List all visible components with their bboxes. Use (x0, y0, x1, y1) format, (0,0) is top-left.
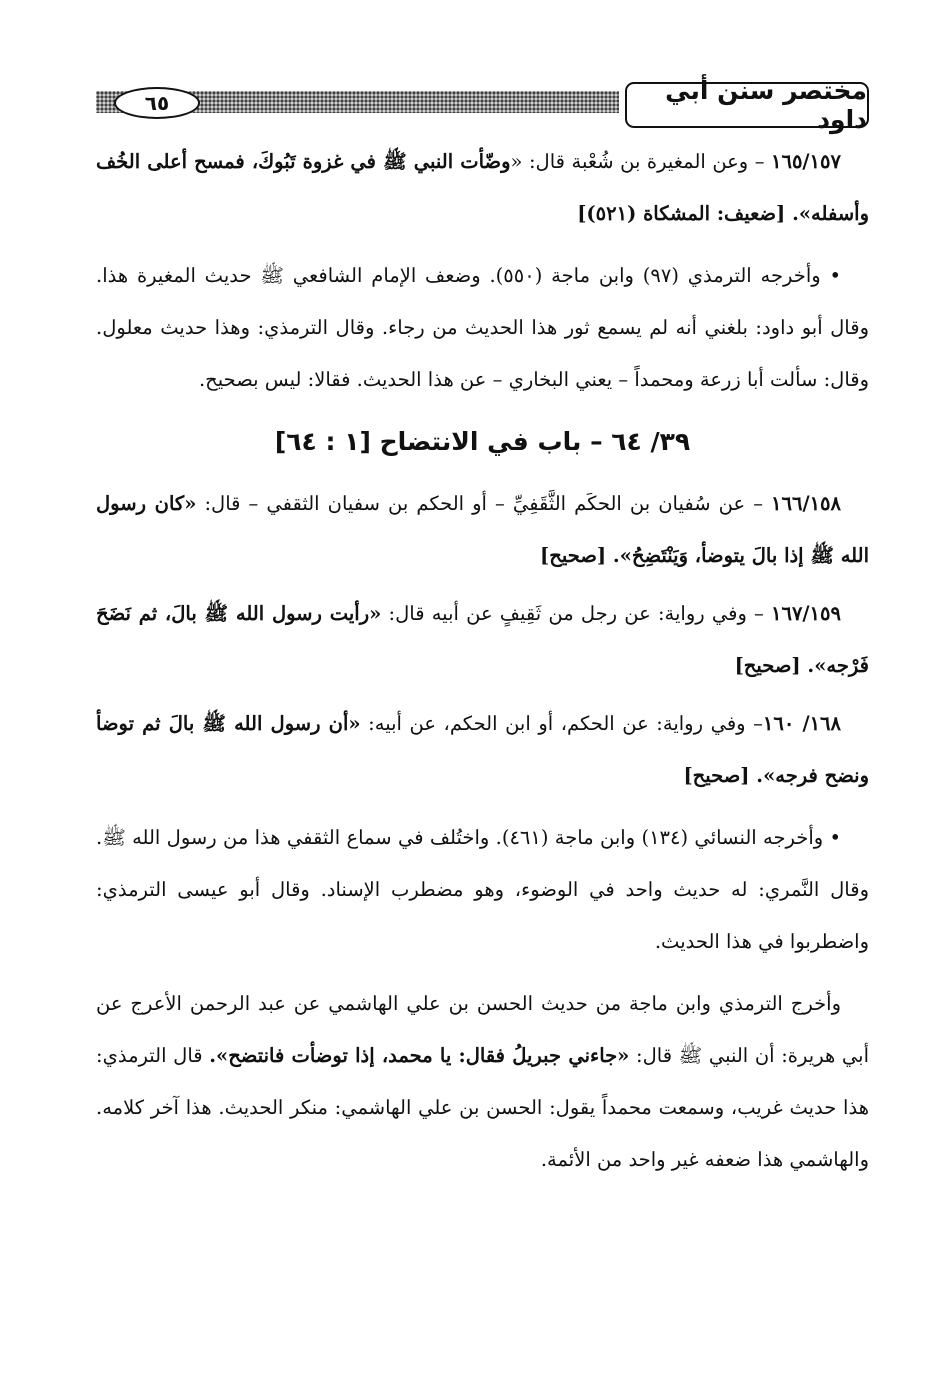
hadith-number: ١٦٥/١٥٧ (771, 150, 841, 173)
page-body (96, 136, 869, 1186)
page-number: ٦٥ (114, 87, 200, 119)
hadith-quote: «كان رسول الله ﷺ إذا بالَ يتوضأ، وَيَنْتَضِحُ». (96, 492, 869, 567)
hadith-quote: «رأيت رسول الله ﷺ بالَ، ثم نَضَحَ فَرْجه». (96, 602, 869, 677)
hadith-quote: «أن رسول الله ﷺ بالَ ثم توضأ ونضح فرجه». (96, 712, 869, 787)
closing-text-1: وأخرج الترمذي وابن ماجة من حديث الحسن بن علي الهاشمي عن عبد الرحمن الأعرج عن أبي هريرة: أن النبي ﷺ قال: (96, 992, 869, 1067)
hadith-166 (96, 478, 869, 582)
closing-paragraph (96, 978, 869, 1186)
hadith-168 (96, 698, 869, 802)
hadith-number: ١٦٦/١٥٨ (771, 492, 841, 515)
book-title: مختصر سنن أبي داود (625, 82, 869, 128)
hadith-grade: ». [ضعيف: المشكاة (٥٢١)] (577, 202, 812, 225)
hadith-intro: – وفي رواية: عن الحكم، أو ابن الحكم، عن أبيه: (360, 712, 763, 735)
hadith-intro: – وعن المغيرة بن شُعْبة قال: « (510, 150, 772, 173)
hadith-quote: وضّأت النبي ﷺ في غزوة تَبُوكَ، فمسح أعلى الخُف وأسفله (96, 150, 869, 225)
closing-text-2: قال الترمذي: هذا حديث غريب، وسمعت محمداً يقول: الحسن بن علي الهاشمي: منكر الحديث. هذا آخر كلامه. والهاشمي هذا ضعفه غير واحد من الأئمة. (96, 1044, 869, 1171)
chapter-heading: ٣٩/ ٦٤ – باب في الانتضاح [١ : ٦٤] (274, 427, 691, 456)
hadith-intro: – عن سُفيان بن الحكَم الثَّقَفِيِّ – أو الحكم بن سفيان الثقفي – قال: (196, 492, 772, 515)
hadith-grade: [صحيح] (734, 654, 808, 677)
hadith-intro: – وفي رواية: عن رجل من ثَقِيفٍ عن أبيه قال: (381, 602, 772, 625)
closing-quote: «جاءني جبريلُ فقال: يا محمد، إذا توضأت فانتضح». (209, 1044, 630, 1067)
hadith-number: ١٦٨/ ١٦٠ (762, 712, 841, 735)
hadith-167 (96, 588, 869, 692)
page-header (96, 76, 869, 134)
commentary-168: • وأخرجه النسائي (١٣٤) وابن ماجة (٤٦١). واختُلف في سماع الثقفي هذا من رسول الله ﷺ. وقال النَّمري: له حديث واحد في الوضوء، وهو مضطرب الإسناد. وقال أبو عيسى الترمذي: واضطربوا في هذا الحديث. (96, 826, 869, 953)
hadith-grade: [صحيح] (540, 544, 613, 567)
book-page (96, 78, 869, 1186)
hadith-grade: [صحيح] (683, 764, 757, 787)
hadith-165 (96, 136, 869, 240)
commentary-165: • وأخرجه الترمذي (٩٧) وابن ماجة (٥٥٠). وضعف الإمام الشافعي ﷺ حديث المغيرة هذا. وقال أبو داود: بلغني أنه لم يسمع ثور هذا الحديث من رجاء. وقال الترمذي: وهذا حديث معلول. وقال: سألت أبا زرعة ومحمداً – يعني البخاري – عن هذا الحديث. فقالا: ليس بصحيح. (96, 264, 869, 391)
hadith-number: ١٦٧/١٥٩ (771, 602, 841, 625)
